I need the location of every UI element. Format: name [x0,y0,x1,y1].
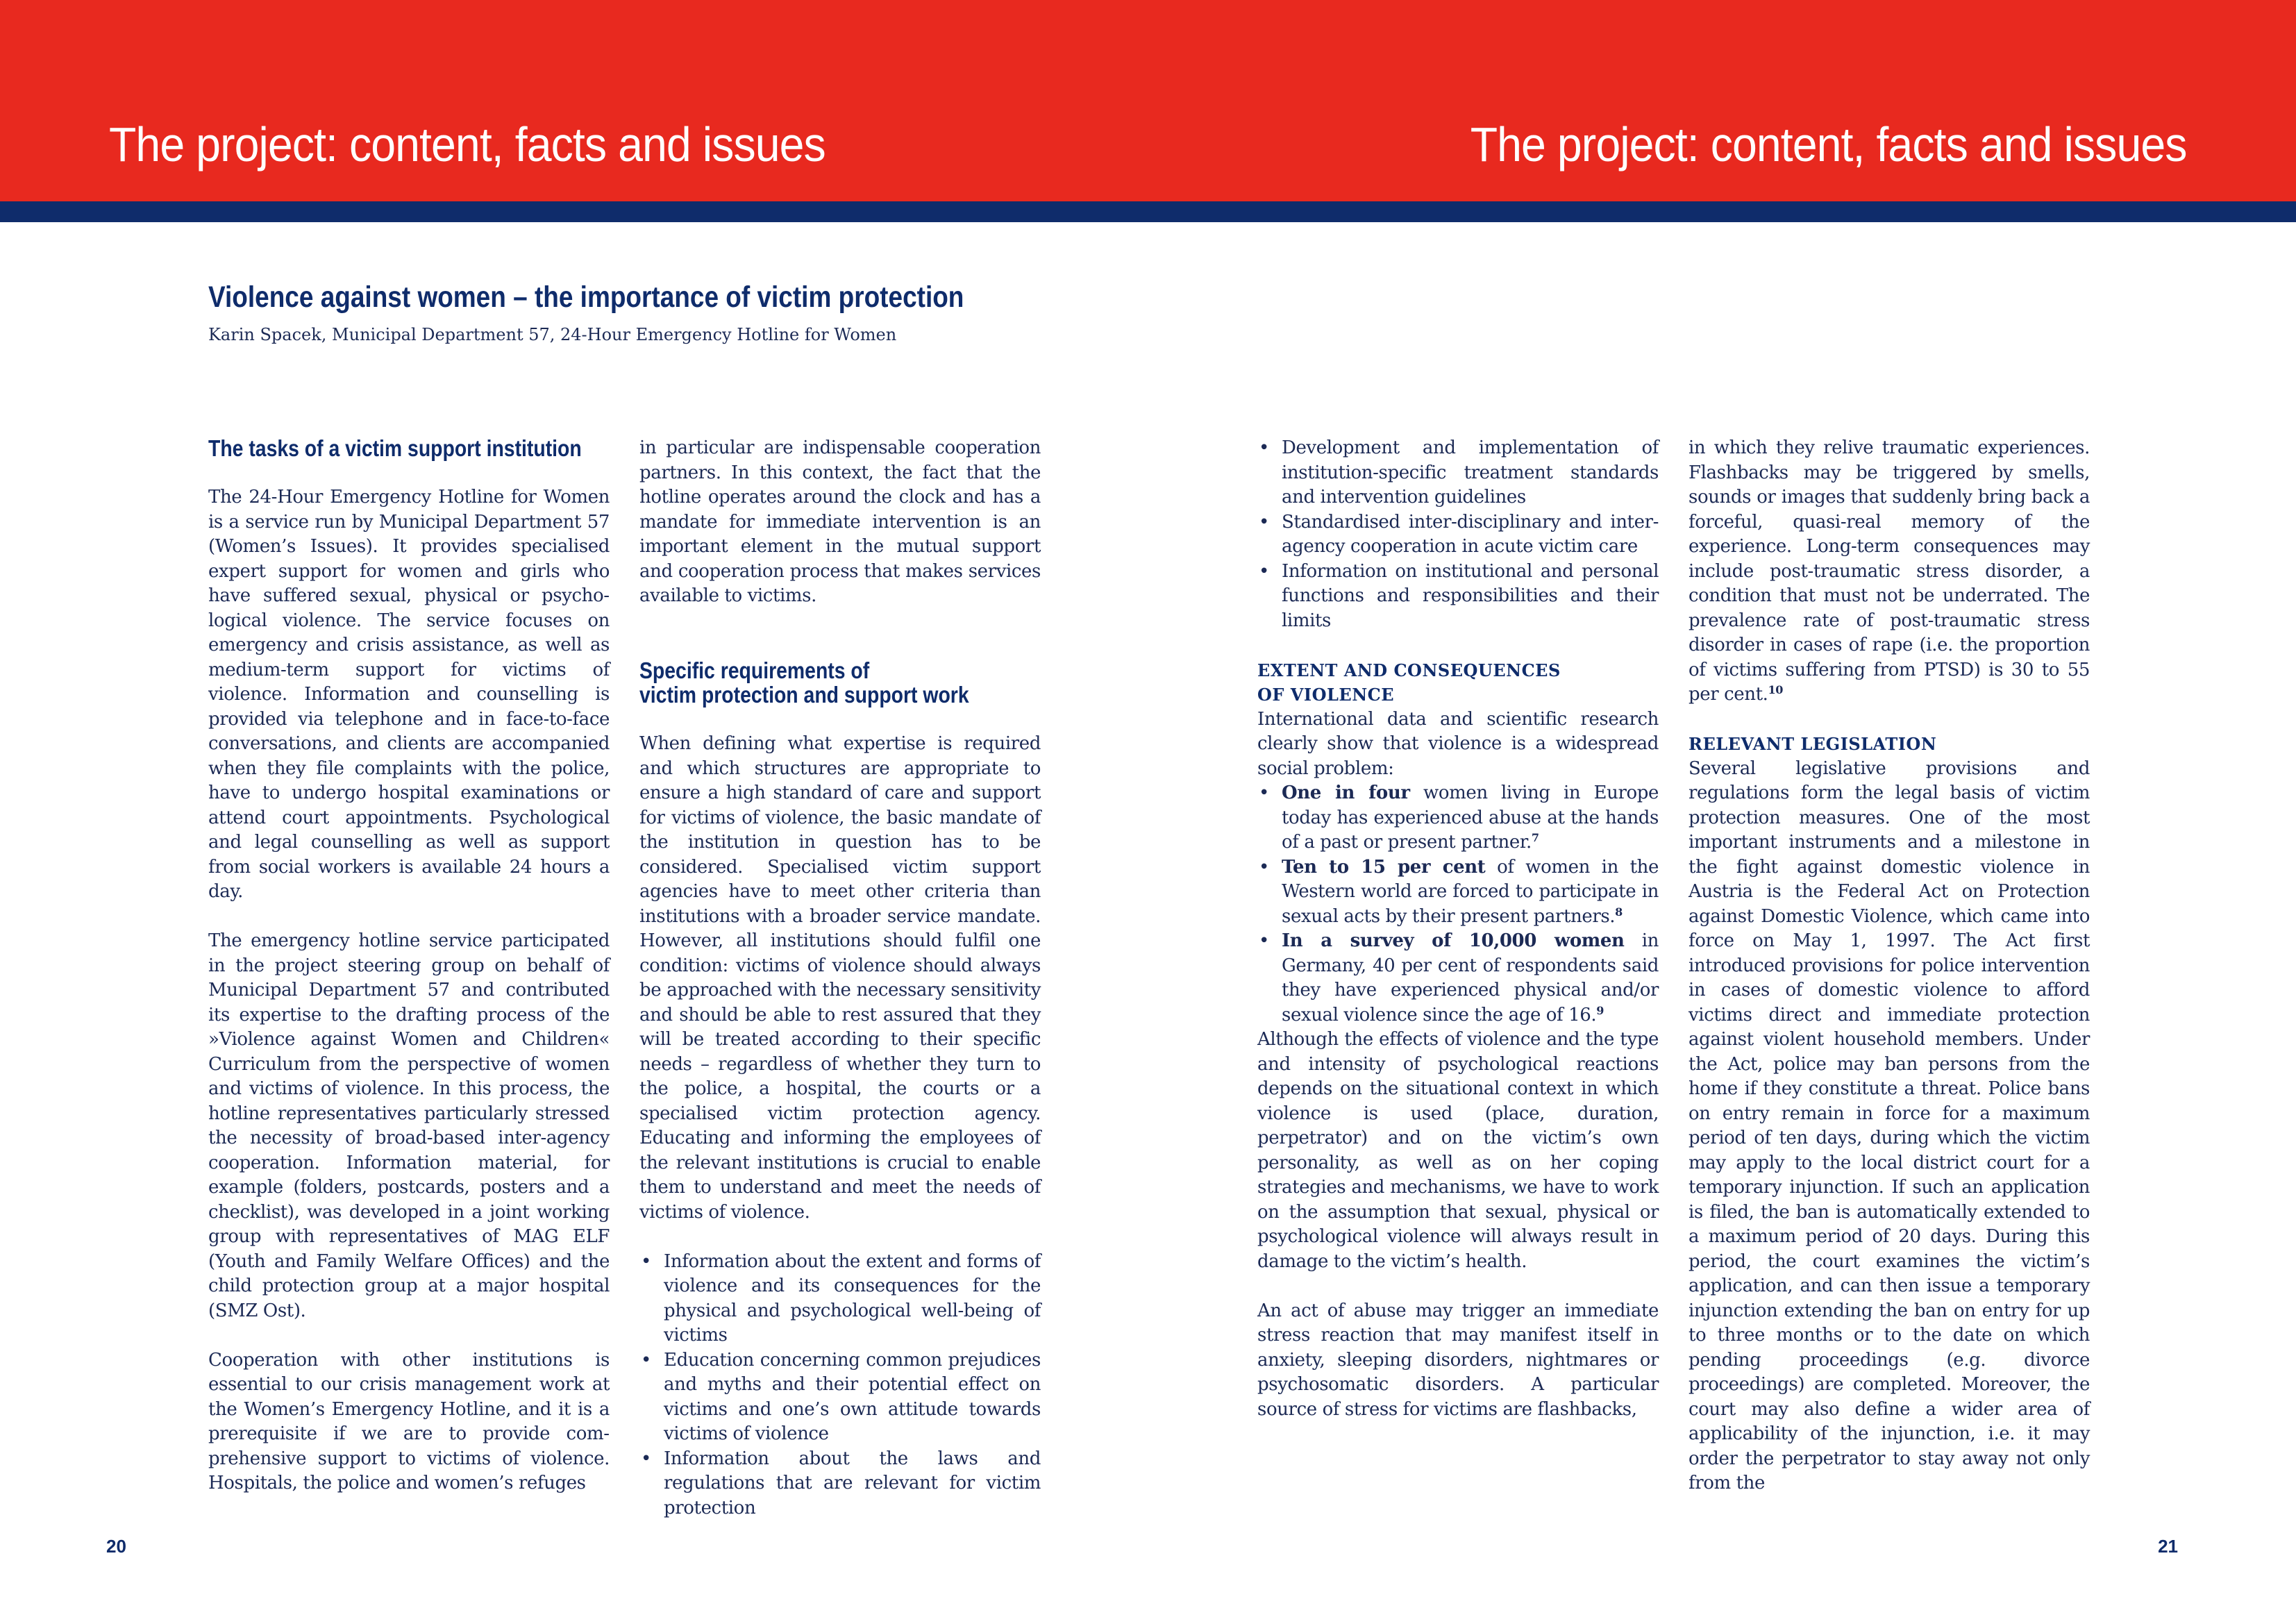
footnote-ref: 10 [1768,683,1783,696]
column-2 [639,436,1041,1521]
list-item: • Education concerning common prejudices and myths and their potential effect on victims and one’s own attitude towards victims of violence [639,1348,1041,1447]
article-title: Violence against women – the importance of victim protection [208,281,964,314]
page-number-left: 20 [106,1536,126,1557]
statistics-list [1257,781,1659,1028]
paragraph: An act of abuse may trigger an immediate stress reaction that may manifest itself in anxiety, sleeping disorders, nightmares or psychosomatic disorders. A particular source of stress for victims are flashbacks, [1257,1300,1659,1420]
paragraph: in particular are indispensable cooperation partners. In this context, the fact that the hotline operates around the clock and has a mandate for immediate intervention is an important element in the mutual support and cooperation process that makes services available to victims. [639,437,1041,606]
column-3 [1257,436,1659,1422]
paragraph: When defining what expertise is required and which structures are appropriate to ensure a high standard of care and support for victims of violence, the basic mandate of the institution in question has to be considered. Specialised victim support agencies have to meet other criteria than institutions with a broader service mandate. However, all institutions should fulfil one condition: victims of violence should always be approached with the necessary sensitivity and should be able to rest assured that they will be treated according to their specific needs – regardless of whether they turn to the police, a hospital, the courts or a specialised victim protection agency. Educating and informing the employees of the relevant institutions is crucial to enable them to understand and meet the needs of victims of violence. [639,733,1041,1223]
list-item [1257,781,1659,855]
requirements-list-continued [1257,436,1659,633]
paragraph: International data and scientific research clearly show that violence is a widespread social problem: [1257,708,1659,779]
article-byline: Karin Spacek, Municipal Department 57, 24-Hour Emergency Hotline for Women [208,325,897,344]
section-heading-legislation: RELEVANT LEGISLATION [1689,734,1937,754]
list-item [1257,929,1659,1028]
paragraph: Cooperation with other institutions is essential to our crisis management work at the Women’s Emergency Hotline, and it is a prerequisite if we are to provide comprehensive support to victims of violence. Hospitals, the police and women’s refuges [208,1349,610,1493]
list-item: • Development and implementation of institution-specific treatment standards and intervention guidelines [1257,436,1659,510]
stat-highlight: One in four [1282,782,1410,803]
stat-text: of women in the Western world are forced to participate in sexual acts by their present partners. [1282,856,1659,927]
section-heading-requirements-line1: Specific requirements of [639,657,870,683]
footnote-ref: 7 [1531,831,1539,844]
list-item: • Information about the laws and regulations that are relevant for victim protection [639,1447,1041,1521]
list-item: • Standardised inter-disciplinary and inter-agency cooperation in acute victim care [1257,510,1659,560]
stat-text: in Germany, 40 per cent of respondents said they have experienced physical and/or sexual violence since the age of 16. [1282,930,1659,1026]
section-heading-tasks: The tasks of a victim support institution [208,435,582,461]
stat-highlight: In a survey of 10,000 women [1282,930,1625,951]
column-1 [208,436,610,1496]
column-4 [1689,436,2090,1496]
list-item [1257,855,1659,930]
running-title-right: The project: content, facts and issues [1470,117,2187,171]
paragraph: The emergency hotline service participated in the project steering group on behalf of Municipal Department 57 and contributed its expertise to the drafting process of the »Violence against Women and Children« Curriculum from the perspective of women and victims of violence. In this process, the hotline representatives particularly stressed the necessity of broad-based inter-agency cooperation. Information material, for example (folders, postcards, posters and a checklist), was developed in a joint working group with representatives of MAG ELF (Youth and Family Welfare Offices) and the child protection group at a major hospital (SMZ Ost). [208,930,610,1321]
requirements-list [639,1250,1041,1521]
section-heading-requirements-line2: victim protection and support work [639,682,969,708]
page-number-right: 21 [2158,1536,2178,1557]
list-item: • Information on institutional and personal functions and responsibilities and their limits [1257,560,1659,634]
stat-highlight: Ten to 15 per cent [1282,856,1486,878]
running-title-left: The project: content, facts and issues [109,117,826,171]
header-stripe [0,201,2296,222]
paragraph: The 24-Hour Emergency Hotline for Women is a service run by Municipal Department 57 (Women’s Issues). It provides specialised expert support for women and girls who have suffered sexual, physical or psychological violence. The service focuses on emergency and crisis assistance, as well as medium-term support for victims of violence. Information and counselling is provided via telephone and in face-to-face conversations, and clients are accompanied when they file complaints with the police, have to undergo hospital examinations or attend court appointments. Psychological and legal counselling as well as support from social workers is available 24 hours a day. [208,487,610,902]
paragraph-text: in which they relive traumatic experiences. Flashbacks may be triggered by smells, sounds or images that suddenly bring back a forceful, quasi-real memory of the experience. Long-term consequences may include post-traumatic stress disorder, a condition that must not be underrated. The prevalence rate of post-traumatic stress disorder in cases of rape (i.e. the proportion of victims suffering from PTSD) is 30 to 55 per cent. [1689,437,2090,705]
section-heading-extent-line2: OF VIOLENCE [1257,685,1395,705]
stat-text: women living in Europe today has experienced abuse at the hands of a past or present partner. [1282,782,1659,853]
paragraph [1689,436,2090,708]
paragraph: Although the effects of violence and the type and intensity of psychological reactions depends on the situational context in which violence is used (place, duration, perpetrator) and on the victim’s own personality, as well as on her coping strategies and mechanisms, we have to work on the assumption that sexual, physical or psychological violence will always result in damage to the victim’s health. [1257,1029,1659,1272]
footnote-ref: 8 [1615,905,1623,919]
list-item: • Information about the extent and forms of violence and its consequences for the physical and psychological well-being of victims [639,1250,1041,1348]
footnote-ref: 9 [1596,1003,1604,1017]
paragraph: Several legislative provisions and regulations form the legal basis of victim protection measures. One of the most important instruments and a milestone in the fight against domestic violence in Austria is the Federal Act on Protection against Domestic Violence, which came into force on May 1, 1997. The Act first introduced provisions for police intervention in cases of domestic violence to afford victims direct and immediate protection against violent household members. Under the Act, police may ban persons from the home if they constitute a threat. Police bans on entry remain in force for a maximum period of ten days, during which the victim may apply to the local district court for a temporary injunction. If such an application is filed, the ban is automatically extended to a maximum period of 20 days. During this period, the court examines the victim’s application, and can then issue a temporary injunction extending the ban on entry for up to three months or to the date on which pending proceedings (e.g. divorce proceedings) are completed. Moreover, the court may also define a wider area of applicability of the injunction, i.e. it may order the perpetrator to stay away not only from the [1689,757,2090,1493]
section-heading-extent-line1: EXTENT AND CONSEQUENCES [1257,660,1561,680]
